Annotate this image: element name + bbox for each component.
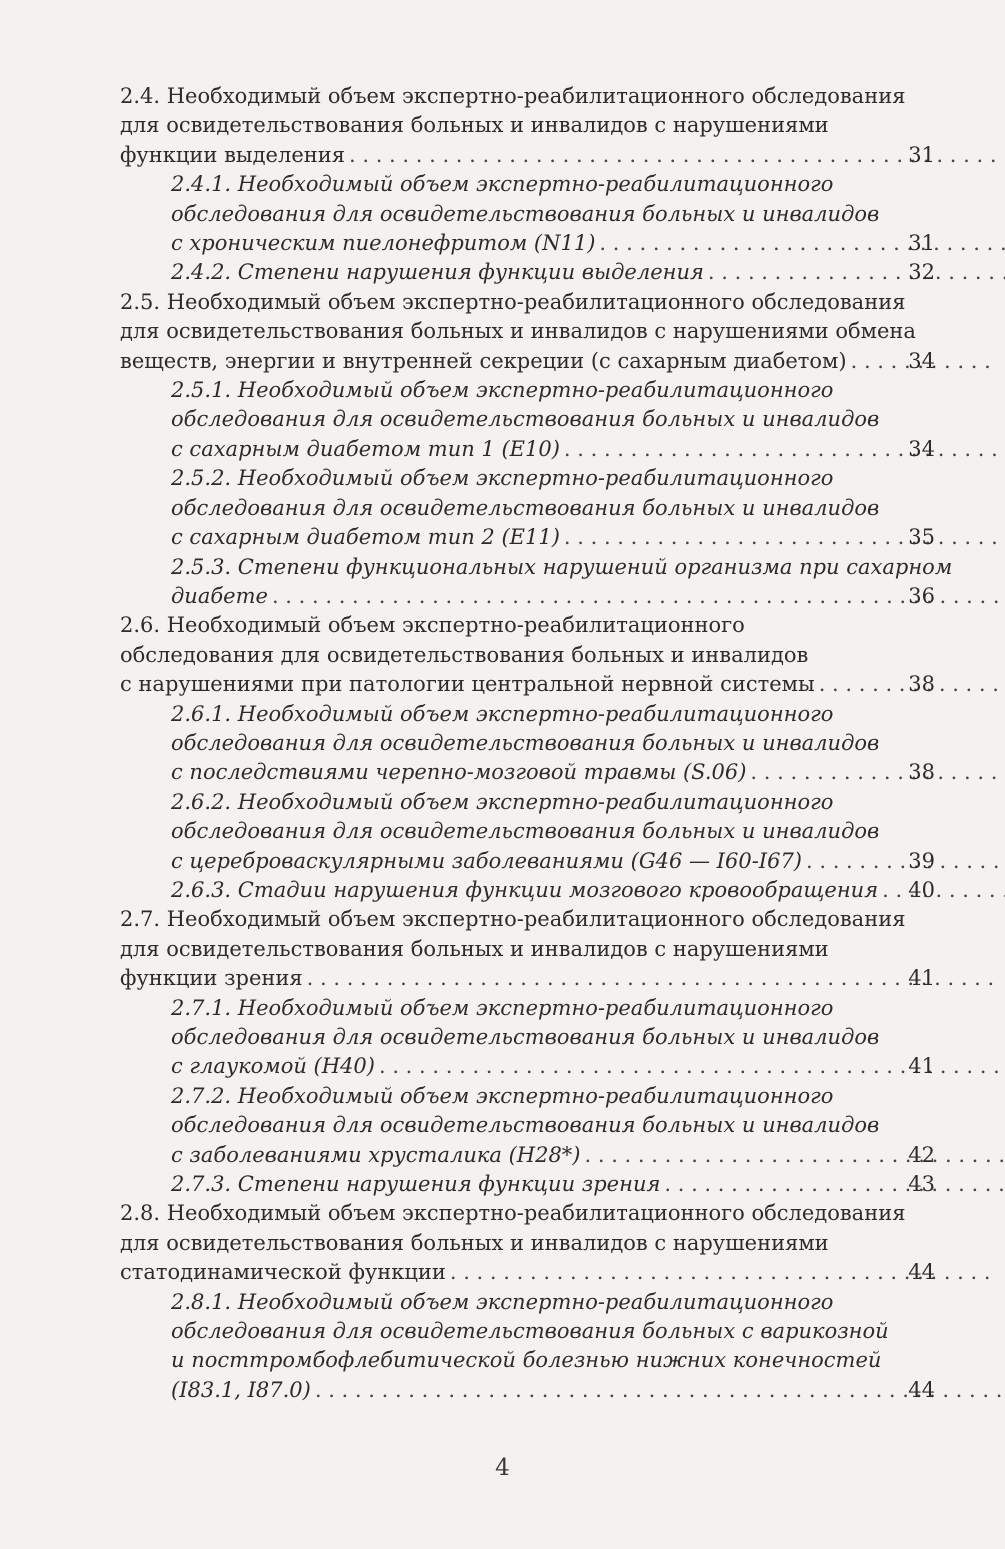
toc-entry-text: 2.7.3. Степени нарушения функции зрения	[171, 1172, 661, 1197]
toc-entry-text: с нарушениями при патологии центральной нервной системы	[120, 672, 815, 697]
toc-entry[interactable]	[0, 905, 1005, 993]
toc-entry[interactable]	[0, 258, 1005, 287]
toc-page-number: 40	[908, 877, 935, 902]
toc-entry-text: 2.8. Необходимый объем экспертно-реабилитационного обследования	[120, 1201, 906, 1226]
toc-entry[interactable]	[0, 1082, 1005, 1170]
toc-entry-last-line	[0, 1052, 1005, 1081]
toc-entry-last-line	[0, 141, 1003, 170]
toc-page-number: 41	[908, 1054, 935, 1079]
toc-entry-text: 2.4. Необходимый объем экспертно-реабилитационного обследования	[120, 84, 906, 108]
toc-page-number: 31	[908, 231, 935, 256]
toc-entry-text: 2.4.1. Необходимый объем экспертно-реабилитационного	[171, 172, 834, 197]
toc-entry-text: для освидетельствования больных и инвалидов с нарушениями	[120, 936, 829, 961]
toc-entry-last-line	[0, 523, 1005, 552]
toc-entry-last-line	[0, 670, 1003, 699]
toc-entry-last-line	[0, 229, 1005, 258]
toc-page-number: 42	[908, 1142, 935, 1167]
toc-page-number: 38	[908, 672, 935, 697]
toc-entry-text: обследования для освидетельствования больных и инвалидов	[171, 407, 880, 432]
toc-entry-last-line	[0, 1376, 1005, 1405]
toc-entry-text: 2.5.1. Необходимый объем экспертно-реабилитационного	[171, 378, 834, 403]
toc-page-number: 36	[908, 583, 935, 608]
toc-entry-text: обследования для освидетельствования больных и инвалидов	[171, 495, 880, 520]
toc-entry[interactable]	[0, 553, 1005, 612]
toc-entry[interactable]	[0, 288, 1005, 376]
toc-entry[interactable]	[0, 1199, 1005, 1287]
toc-entry-text: 2.6.3. Стадии нарушения функции мозгового кровообращения	[171, 877, 879, 902]
toc-entry-text: обследования для освидетельствования больных с варикозной	[171, 1319, 889, 1344]
toc-entry-text: с цереброваскулярными заболеваниями (G46 — I60-I67)	[171, 848, 802, 873]
toc-entry-text: для освидетельствования больных и инвалидов с нарушениями	[120, 113, 829, 138]
toc-entry-last-line	[0, 1170, 1005, 1199]
toc-entry[interactable]	[0, 1288, 1005, 1406]
toc-entry[interactable]	[0, 876, 1005, 905]
toc-entry-text: 2.7.2. Необходимый объем экспертно-реабилитационного	[171, 1083, 834, 1108]
toc-entry-last-line	[0, 1141, 1005, 1170]
toc-entry[interactable]	[0, 82, 1005, 170]
toc-entry-text: обследования для освидетельствования больных и инвалидов	[171, 819, 880, 844]
toc-entry-text: и посттромбофлебитической болезнью нижних конечностей	[171, 1348, 882, 1373]
toc-entry-text: функции зрения	[120, 966, 303, 991]
toc-entry-last-line	[0, 582, 1005, 611]
toc-entry-text: статодинамической функции	[120, 1260, 446, 1285]
toc-entry-text: с сахарным диабетом тип 2 (E11)	[171, 525, 560, 550]
toc-entry-text: 2.6.2. Необходимый объем экспертно-реабилитационного	[171, 789, 834, 814]
toc-entry-text: с заболеваниями хрусталика (H28*)	[171, 1142, 581, 1167]
toc-entry-text: функции выделения	[120, 142, 345, 167]
toc-entry-text: 2.7.1. Необходимый объем экспертно-реабилитационного	[171, 995, 834, 1020]
toc-entry-text: 2.6. Необходимый объем экспертно-реабилитационного	[120, 613, 745, 638]
toc-entry-text: 2.7. Необходимый объем экспертно-реабилитационного обследования	[120, 907, 906, 932]
toc-entry-text: 2.4.2. Степени нарушения функции выделения	[171, 260, 704, 285]
toc-entry-text: 2.8.1. Необходимый объем экспертно-реабилитационного	[171, 1289, 834, 1314]
toc-entry-text: 2.5.2. Необходимый объем экспертно-реабилитационного	[171, 466, 834, 491]
toc-page-number: 44	[908, 1260, 935, 1285]
toc-entry-last-line	[0, 258, 1005, 287]
toc-page-number: 34	[908, 348, 935, 373]
toc-entry-text: обследования для освидетельствования больных и инвалидов	[120, 642, 809, 667]
toc-entry[interactable]	[0, 464, 1005, 552]
toc-entry[interactable]	[0, 1170, 1005, 1199]
toc-page-number: 34	[908, 436, 935, 461]
toc-entry-text: диабете	[171, 583, 268, 608]
toc-entry-last-line	[0, 847, 1005, 876]
toc-page-number: 32	[908, 260, 935, 285]
table-of-contents	[0, 82, 1005, 1405]
toc-entry-text: с хроническим пиелонефритом (N11)	[171, 231, 596, 256]
toc-entry-text: 2.5. Необходимый объем экспертно-реабилитационного обследования	[120, 289, 906, 314]
toc-entry-text: для освидетельствования больных и инвалидов с нарушениями	[120, 1230, 829, 1255]
toc-page-number: 38	[908, 760, 935, 785]
toc-entry-text: с сахарным диабетом тип 1 (E10)	[171, 436, 560, 461]
toc-entry-last-line	[0, 435, 1005, 464]
toc-entry[interactable]	[0, 376, 1005, 464]
toc-entry-text: с последствиями черепно-мозговой травмы (S.06)	[171, 760, 747, 785]
toc-entry-last-line	[0, 1258, 1003, 1287]
toc-entry[interactable]	[0, 994, 1005, 1082]
toc-entry-text: для освидетельствования больных и инвалидов с нарушениями обмена	[120, 319, 916, 344]
toc-entry[interactable]	[0, 700, 1005, 788]
toc-entry-last-line	[0, 876, 1005, 905]
toc-page-number: 31	[908, 142, 935, 167]
page-number: 4	[495, 1455, 510, 1481]
toc-page-number: 35	[908, 525, 935, 550]
toc-entry-text: обследования для освидетельствования больных и инвалидов	[171, 201, 880, 226]
toc-entry-text: с глаукомой (H40)	[171, 1054, 375, 1079]
toc-entry-text: (I83.1, I87.0)	[171, 1377, 311, 1402]
toc-entry[interactable]	[0, 788, 1005, 876]
toc-entry[interactable]	[0, 170, 1005, 258]
toc-entry[interactable]	[0, 611, 1005, 699]
toc-entry-text: обследования для освидетельствования больных и инвалидов	[171, 730, 880, 755]
toc-page-number: 44	[908, 1377, 935, 1402]
toc-page-number: 41	[908, 966, 935, 991]
toc-entry-text: веществ, энергии и внутренней секреции (с сахарным диабетом)	[120, 348, 847, 373]
toc-entry-last-line	[0, 758, 1005, 787]
toc-entry-text: обследования для освидетельствования больных и инвалидов	[171, 1113, 880, 1138]
toc-entry-text: 2.5.3. Степени функциональных нарушений организма при сахарном	[171, 554, 953, 579]
toc-entry-text: обследования для освидетельствования больных и инвалидов	[171, 1025, 880, 1049]
toc-entry-text: 2.6.1. Необходимый объем экспертно-реабилитационного	[171, 701, 834, 726]
toc-entry-last-line	[0, 347, 1003, 376]
toc-page-number: 43	[908, 1172, 935, 1197]
toc-entry-last-line	[0, 964, 1003, 993]
toc-page-number: 39	[908, 848, 935, 873]
